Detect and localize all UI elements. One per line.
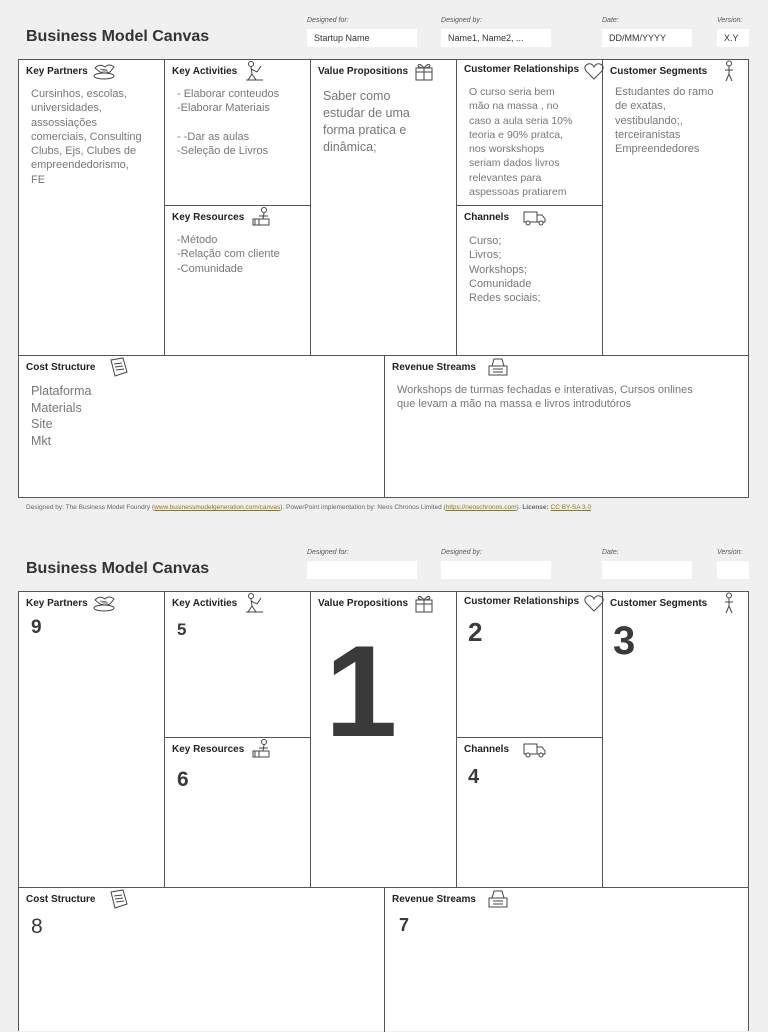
cash-register-icon <box>485 356 511 378</box>
cost-structure-text: Plataforma Materials Site Mkt <box>31 384 92 448</box>
order-canvas-page <box>0 532 768 1024</box>
date-label-2: Date: <box>602 549 619 556</box>
cost-structure-order-number: 8 <box>31 915 43 938</box>
key-resources-block <box>165 206 311 356</box>
footer-link-businessmodelgeneration[interactable]: www.businessmodelgeneration.com/canvas <box>154 504 281 511</box>
channels-text: Curso; Livros; Workshops; Comunidade Redes sociais; <box>469 235 541 305</box>
customer-relationships-heading-2: Customer Relationships <box>464 596 580 607</box>
key-activities-order-number: 5 <box>177 620 187 639</box>
key-resources-text: -Método -Relação com cliente -Comunidade <box>177 234 280 275</box>
key-partners-heading: Key Partners <box>26 66 88 77</box>
channels-block-2 <box>457 738 603 888</box>
version-field-2[interactable] <box>717 561 749 579</box>
delivery-truck-icon <box>521 206 547 228</box>
person-icon <box>717 60 743 82</box>
cost-structure-block-2 <box>19 888 385 1032</box>
key-resources-heading: Key Resources <box>172 212 245 223</box>
key-resources-heading-2: Key Resources <box>172 744 245 755</box>
customer-segments-order-number: 3 <box>613 619 636 663</box>
value-propositions-order-number: 1 <box>325 618 398 764</box>
key-activities-text: - Elaborar conteudos -Elaborar Materiais - -Dar as aulas -Seleção de Livros <box>177 88 280 158</box>
footer-text-pre: Designed by: The Business Model Foundry ( <box>26 504 155 511</box>
revenue-streams-heading-2: Revenue Streams <box>392 894 476 905</box>
key-activities-block <box>165 60 311 206</box>
customer-relationships-heading: Customer Relationships <box>464 64 580 75</box>
value-propositions-text: Saber como estudar de uma forma pratica e dinâmica; <box>323 89 410 154</box>
date-label: Date: <box>602 17 619 24</box>
key-resources-order-number: 6 <box>177 768 189 791</box>
gift-icon <box>411 592 437 614</box>
channels-block <box>457 206 603 356</box>
key-activities-heading: Key Activities <box>172 66 238 77</box>
delivery-truck-icon <box>521 738 547 760</box>
revenue-streams-heading: Revenue Streams <box>392 362 476 373</box>
channels-heading-2: Channels <box>464 744 510 755</box>
value-propositions-block <box>311 60 457 356</box>
key-partners-block-2 <box>19 592 165 888</box>
value-propositions-heading: Value Propositions <box>318 66 409 77</box>
date-field-2[interactable] <box>602 561 692 579</box>
revenue-streams-order-number: 7 <box>399 915 410 935</box>
cost-structure-block <box>19 356 385 497</box>
revenue-streams-block-2 <box>385 888 748 1032</box>
footer-text-mid: ). PowerPoint implementation by: Neos Chronos Limited ( <box>280 504 446 511</box>
factory-worker-icon <box>249 206 275 228</box>
version-label-2: Version: <box>717 549 743 556</box>
key-activities-heading-2: Key Activities <box>172 598 238 609</box>
handshake-icon <box>91 60 117 82</box>
person-icon <box>717 592 743 614</box>
designed-by-label-2: Designed by: <box>441 549 482 556</box>
customer-segments-heading: Customer Segments <box>610 66 708 77</box>
price-tag-icon <box>105 356 131 378</box>
customer-relationships-block-2 <box>457 592 603 738</box>
business-model-canvas-order <box>18 591 749 1031</box>
value-propositions-block-2 <box>311 592 457 888</box>
revenue-streams-text: Workshops de turmas fechadas e interativas, Cursos onlines que levam a mão na massa e livros introdutóros <box>397 384 693 411</box>
designed-by-field-2[interactable] <box>441 561 551 579</box>
designed-by-label: Designed by: <box>441 17 482 24</box>
key-partners-order-number: 9 <box>31 617 42 638</box>
key-activities-block-2 <box>165 592 311 738</box>
designed-for-label: Designed for: <box>307 17 349 24</box>
worker-icon <box>241 60 267 82</box>
customer-segments-heading-2: Customer Segments <box>610 598 708 609</box>
cost-structure-heading: Cost Structure <box>26 362 96 373</box>
version-field[interactable]: X.Y <box>717 29 749 47</box>
designed-for-field-2[interactable] <box>307 561 417 579</box>
factory-worker-icon <box>249 738 275 760</box>
designed-for-label-2: Designed for: <box>307 549 349 556</box>
designed-by-field[interactable]: Name1, Name2, ... <box>441 29 551 47</box>
cost-structure-heading-2: Cost Structure <box>26 894 96 905</box>
attribution-footer <box>26 504 591 511</box>
key-partners-text: Cursinhos, escolas, universidades, assossiações comerciais, Consulting Clubs, Ejs, Clubes de empreendedorismo, FE <box>31 88 142 186</box>
revenue-streams-block <box>385 356 748 497</box>
gift-icon <box>411 60 437 82</box>
footer-text-post: ). <box>516 504 523 511</box>
page-title: Business Model Canvas <box>26 28 210 45</box>
footer-license-label: License: <box>522 504 549 511</box>
price-tag-icon <box>105 888 131 910</box>
customer-segments-block <box>603 60 748 356</box>
worker-icon <box>241 592 267 614</box>
channels-order-number: 4 <box>468 766 480 788</box>
channels-heading: Channels <box>464 212 510 223</box>
page-title-2: Business Model Canvas <box>26 560 210 577</box>
designed-for-field[interactable]: Startup Name <box>307 29 417 47</box>
footer-link-license[interactable]: CC BY-SA 3.0 <box>550 504 592 511</box>
handshake-icon <box>91 592 117 614</box>
customer-relationships-block <box>457 60 603 206</box>
value-propositions-heading-2: Value Propositions <box>318 598 409 609</box>
customer-relationships-order-number: 2 <box>468 617 483 647</box>
version-label: Version: <box>717 17 743 24</box>
key-partners-block <box>19 60 165 356</box>
customer-segments-block-2 <box>603 592 748 888</box>
cash-register-icon <box>485 888 511 910</box>
footer-link-neoschronos[interactable]: https://neoschronos.com <box>445 504 517 511</box>
customer-relationships-text: O curso seria bem mão na massa , no caso a aula seria 10% teoria e 90% pratca, nos worskshops seriam dados livros relevantes para aspessoas pratiarem <box>469 86 573 199</box>
business-model-canvas <box>18 59 749 498</box>
key-partners-heading-2: Key Partners <box>26 598 88 609</box>
customer-segments-text: Estudantes do ramo de exatas, vestibulando;, terceiranistas Empreendedores <box>615 86 714 156</box>
key-resources-block-2 <box>165 738 311 888</box>
date-field[interactable]: DD/MM/YYYY <box>602 29 692 47</box>
